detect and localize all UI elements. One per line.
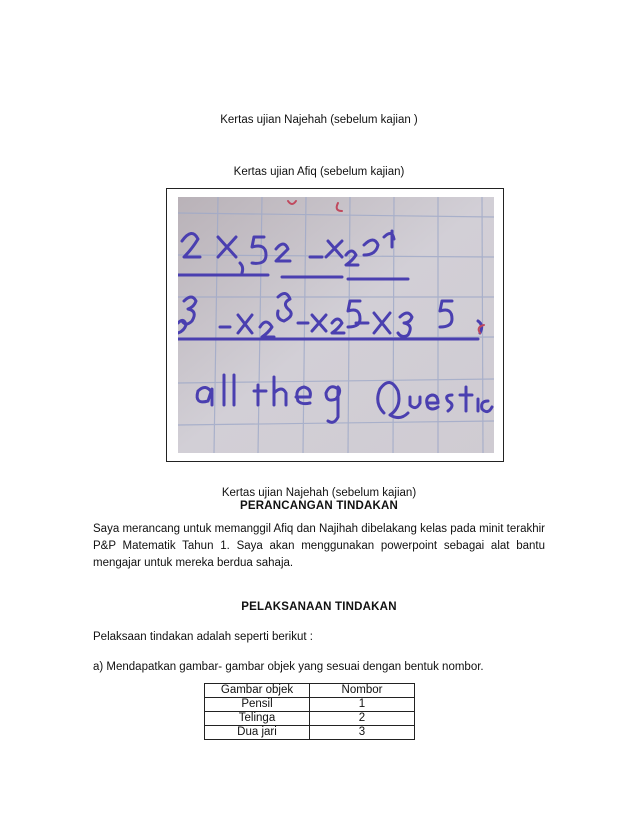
table-header-row — [205, 684, 415, 698]
objects-table — [204, 683, 415, 740]
table-header: Nombor — [310, 684, 415, 698]
caption-afiq: Kertas ujian Afiq (sebelum kajian) — [233, 166, 405, 178]
heading-pelaksanaan: PELAKSANAAN TINDAKAN — [241, 601, 397, 613]
table-cell: 3 — [310, 726, 415, 740]
table-cell: Dua jari — [205, 726, 310, 740]
caption-najehah-1: Kertas ujian Najehah (sebelum kajian ) — [220, 114, 418, 126]
exam-photo-frame — [166, 188, 504, 462]
table-row — [205, 726, 415, 740]
intro-pelaksanaan: Pelaksaan tindakan adalah seperti berikut : — [93, 631, 313, 643]
table-row — [205, 712, 415, 726]
exam-paper-photo — [178, 197, 494, 453]
paragraph-perancangan: Saya merancang untuk memanggil Afiq dan Najihah dibelakang kelas pada minit terakhir P&P Matematik Tahun 1. Saya akan menggunakan powerpoint sebagai alat bantu mengajar untuk mereka berdua sahaja. — [93, 523, 545, 569]
table-row — [205, 698, 415, 712]
item-a: a) Mendapatkan gambar- gambar objek yang sesuai dengan bentuk nombor. — [93, 661, 484, 673]
table-header: Gambar objek — [205, 684, 310, 698]
table-cell: Telinga — [205, 712, 310, 726]
caption-najehah-2: Kertas ujian Najehah (sebelum kajian) — [221, 487, 417, 499]
heading-perancangan: PERANCANGAN TINDAKAN — [240, 500, 398, 512]
table-cell: 1 — [310, 698, 415, 712]
table-cell: Pensil — [205, 698, 310, 712]
table-cell: 2 — [310, 712, 415, 726]
